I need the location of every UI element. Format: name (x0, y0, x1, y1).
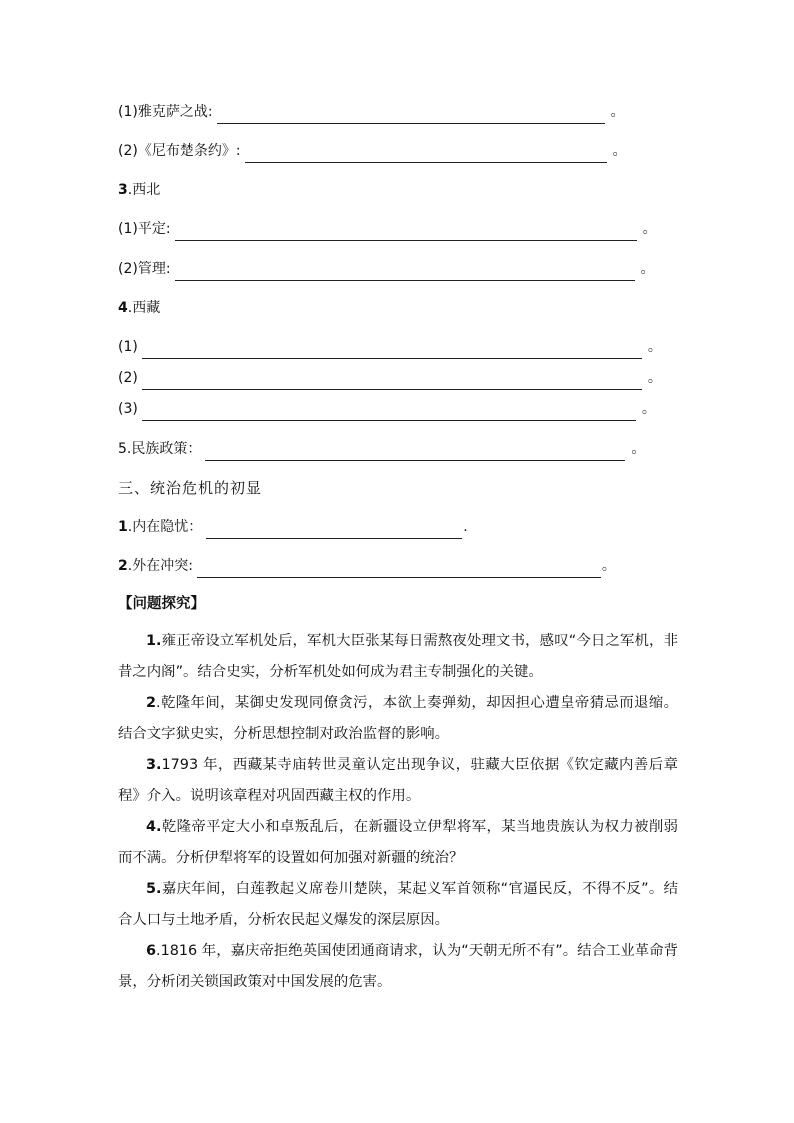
item-number: 1 (118, 519, 128, 535)
question-number: 5. (146, 881, 162, 897)
section-heading: 三、统治危机的初显 (118, 479, 263, 497)
answer-blank[interactable] (205, 443, 625, 461)
fill-item-ethnic-policy (118, 437, 645, 461)
question-number: 3. (146, 757, 162, 773)
question-1 (118, 626, 678, 688)
fill-item-end: 。 (610, 104, 625, 120)
question-3 (118, 750, 678, 812)
question-number: 1. (146, 633, 162, 649)
fill-item-label (118, 554, 193, 578)
answer-blank[interactable] (142, 403, 636, 421)
question-text: .1816 年，嘉庆帝拒绝英国使团通商请求，认为“天朝无所不有”。结合工业革命背景，分析闭关锁国政策对中国发展的危害。 (118, 943, 678, 990)
question-text: 嘉庆年间，白莲教起义席卷川楚陕，某起义军首领称“官逼民反，不得不反”。结合人口与土地矛盾，分析农民起义爆发的深层原因。 (118, 881, 678, 928)
fill-item-end: 。 (641, 401, 656, 417)
fill-item-end: . (463, 519, 468, 535)
fill-item-label: (1)平定: (118, 221, 171, 237)
answer-blank[interactable] (197, 560, 601, 578)
inquiry-title: 【问题探究】 (118, 596, 205, 612)
question-text: 1793 年，西藏某寺庙转世灵童认定出现争议，驻藏大臣依据《钦定藏内善后章程》介入。说明该章程对巩固西藏主权的作用。 (118, 757, 678, 804)
fill-item-tibet-2 (118, 366, 662, 390)
fill-item-external (118, 554, 616, 578)
heading-title: .西藏 (127, 300, 161, 316)
heading-northwest (118, 178, 160, 202)
fill-item-pacify (118, 217, 657, 241)
item-text: .内在隐忧： (127, 519, 203, 535)
answer-blank[interactable] (245, 145, 607, 163)
question-4 (118, 812, 678, 874)
fill-item-label: (1)雅克萨之战: (118, 104, 213, 120)
answer-blank[interactable] (142, 372, 642, 390)
fill-item-nerchinsk (118, 139, 627, 163)
question-5 (118, 874, 678, 936)
question-6 (118, 936, 678, 998)
fill-item-label: (2)管理: (118, 261, 171, 277)
fill-item-label: (1) (118, 339, 138, 355)
fill-item-label: (2) (118, 370, 138, 386)
fill-item-tibet-1 (118, 335, 662, 359)
question-number: 2 (146, 695, 157, 711)
fill-item-end: 。 (647, 370, 662, 386)
fill-item-label: (3) (118, 401, 138, 417)
question-number: 6 (146, 943, 157, 959)
fill-item-end: 。 (640, 261, 655, 277)
question-text: .乾隆年间，某御史发现同僚贪污，本欲上奏弹劾，却因担心遭皇帝猜忌而退缩。结合文字狱史实，分析思想控制对政治监督的影响。 (118, 695, 678, 742)
fill-item-label: 5.民族政策： (118, 441, 202, 457)
item-number: 2 (118, 558, 128, 574)
fill-item-end: 。 (612, 143, 627, 159)
question-text: 雍正帝设立军机处后，军机大臣张某每日需熬夜处理文书，感叹“今日之军机，非昔之内阁”。结合史实，分析军机处如何成为君主专制强化的关键。 (118, 633, 678, 680)
fill-item-tibet-3 (118, 397, 656, 421)
fill-item-end: 。 (642, 221, 657, 237)
question-number: 4. (146, 819, 162, 835)
heading-tibet (118, 296, 160, 320)
fill-item-yaksa (118, 100, 625, 124)
fill-item-end: 。 (631, 441, 646, 457)
fill-item-manage (118, 257, 655, 281)
answer-blank[interactable] (206, 521, 462, 539)
heading-number: 3 (118, 182, 128, 198)
answer-blank[interactable] (175, 263, 635, 281)
answer-blank[interactable] (217, 106, 605, 124)
item-text: .外在冲突: (127, 558, 193, 574)
fill-item-internal (118, 515, 468, 539)
heading-title: .西北 (127, 182, 161, 198)
question-text: 乾隆帝平定大小和卓叛乱后，在新疆设立伊犁将军，某当地贵族认为权力被削弱而不满。分析伊犁将军的设置如何加强对新疆的统治？ (118, 819, 678, 866)
fill-item-end: 。 (601, 558, 616, 574)
answer-blank[interactable] (142, 341, 642, 359)
answer-blank[interactable] (175, 223, 637, 241)
heading-number: 4 (118, 300, 128, 316)
fill-item-label (118, 515, 202, 539)
fill-item-label: (2)《尼布楚条约》: (118, 143, 241, 159)
fill-item-end: 。 (647, 339, 662, 355)
question-2 (118, 688, 678, 750)
